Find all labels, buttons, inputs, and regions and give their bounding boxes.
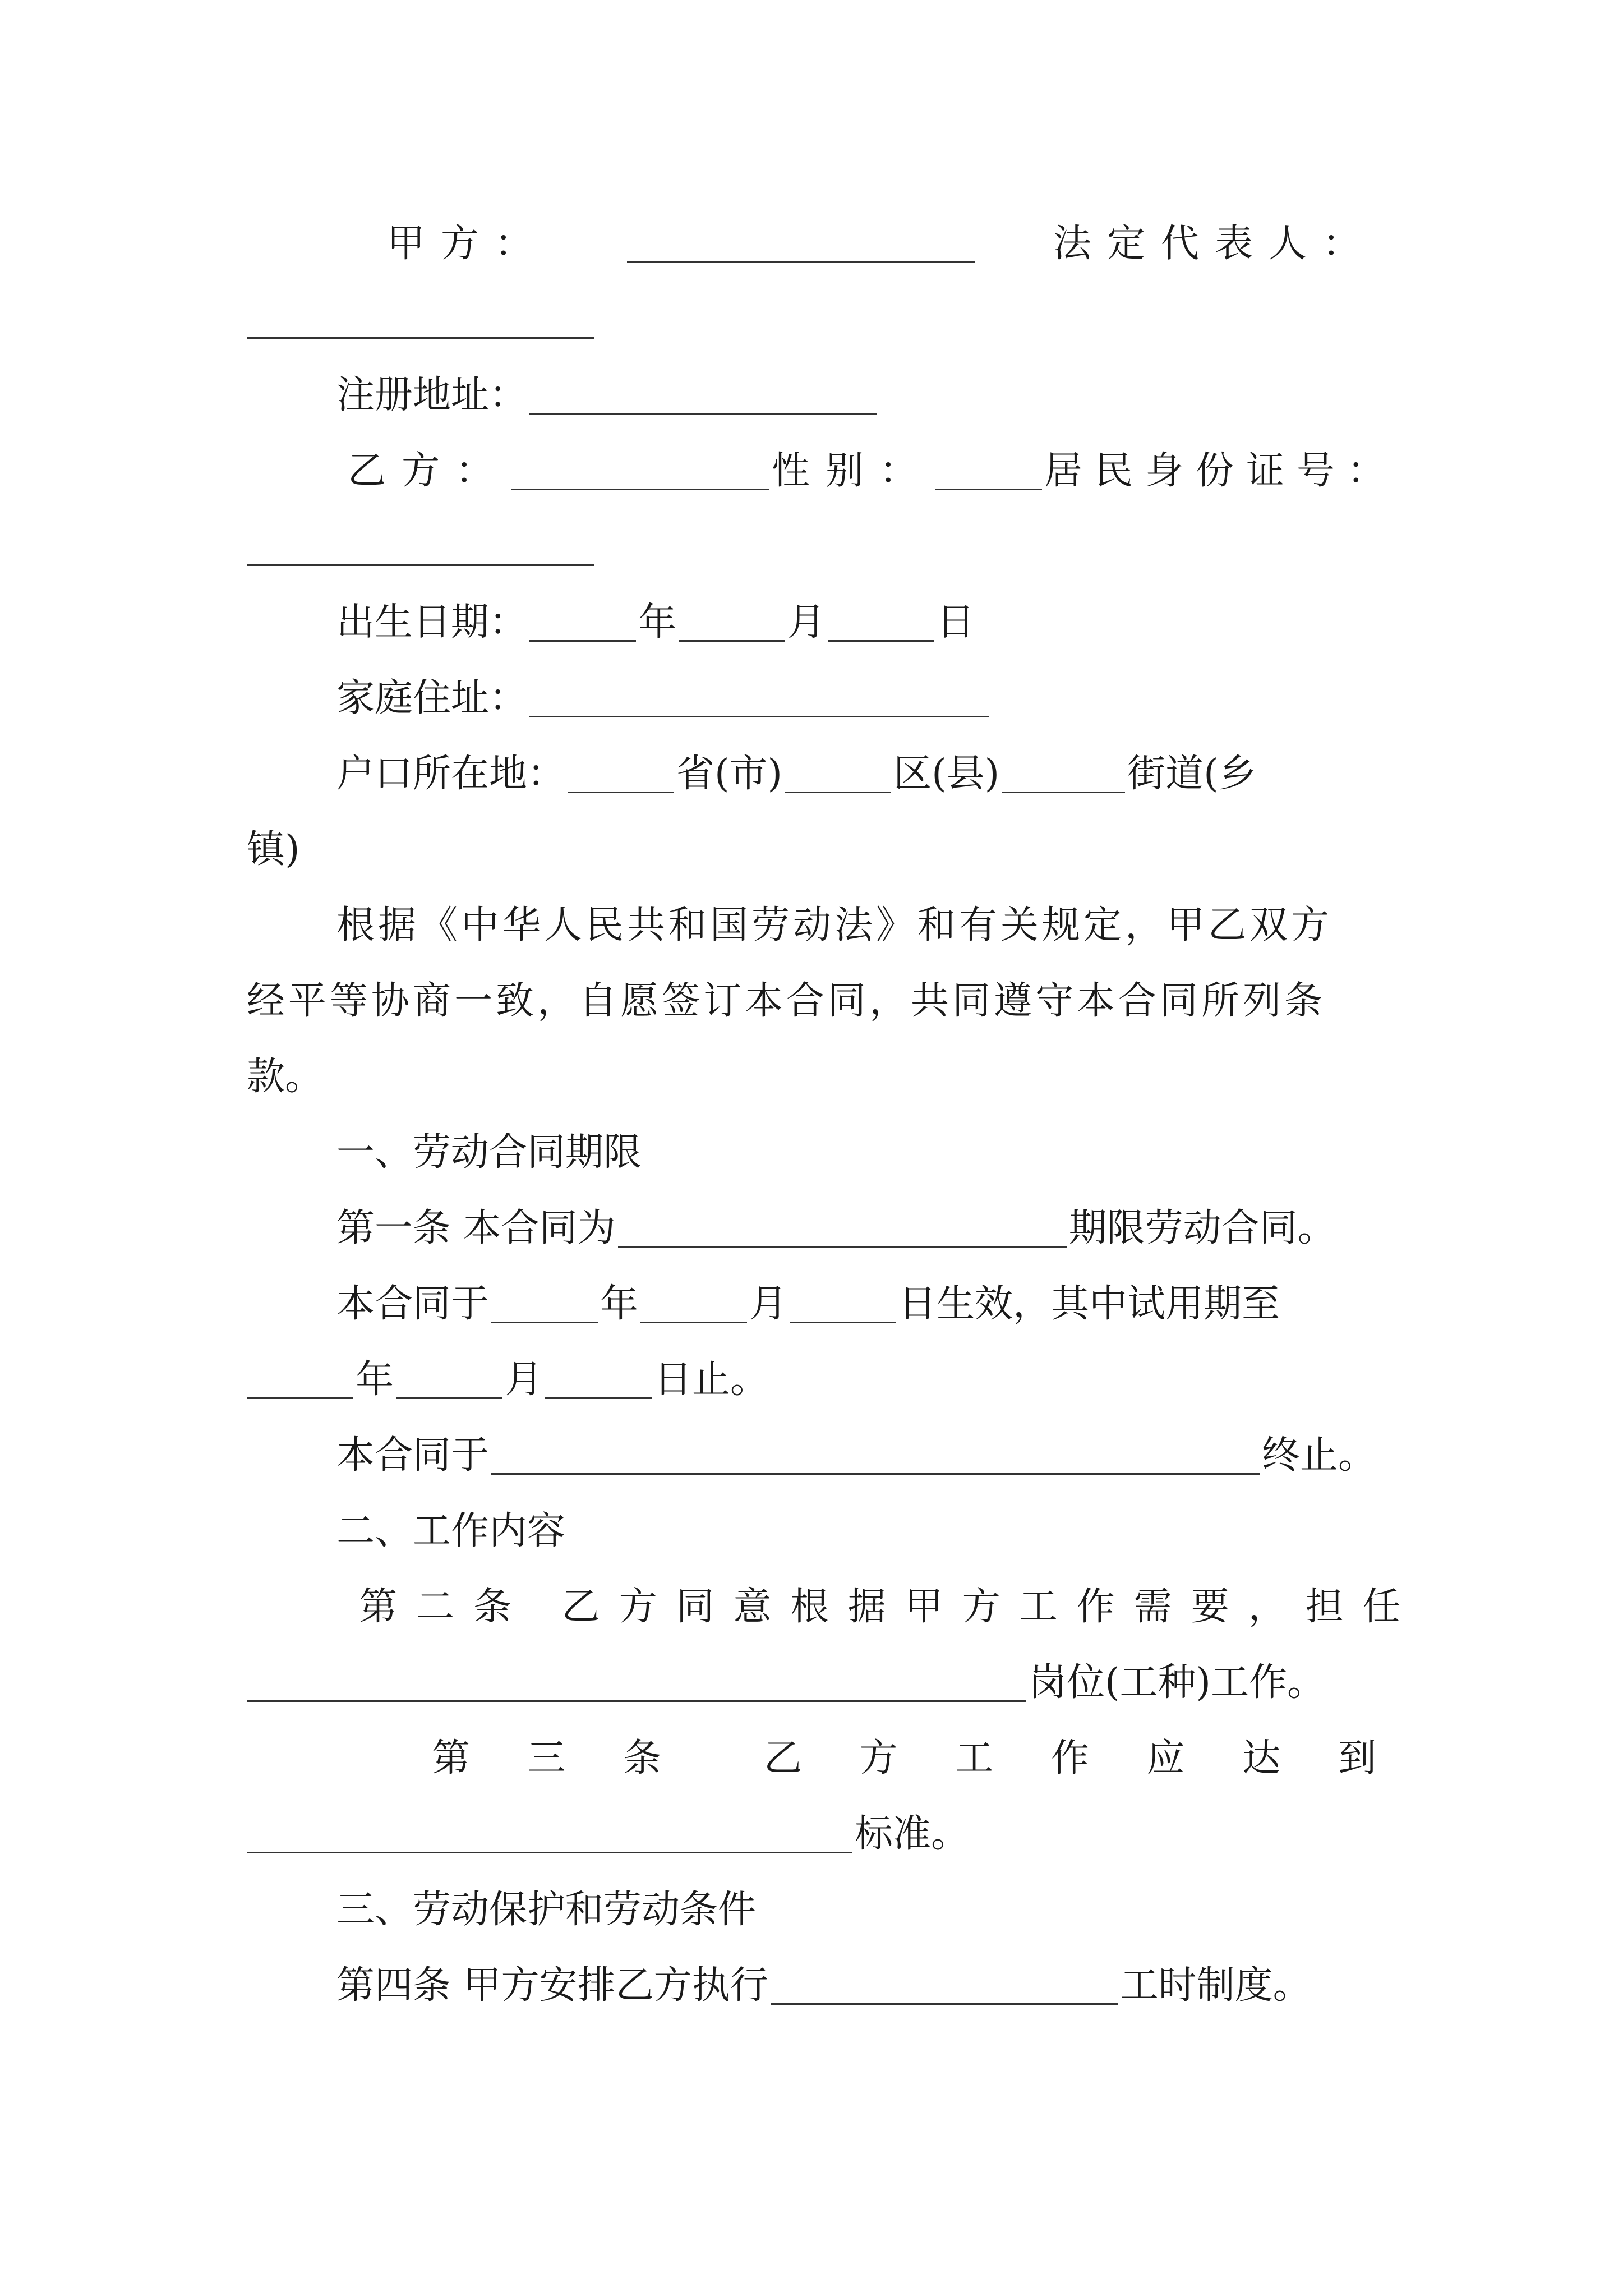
hukou-district-blank[interactable] [785,753,891,793]
article-3-standard-line [247,1806,1376,1862]
party-a-name-blank[interactable] [627,223,975,263]
registered-address-blank[interactable] [529,375,877,415]
preamble-line-3 [247,1049,1376,1105]
section-3-title [336,1882,1376,1938]
effective-month-unit: 月 [749,1282,788,1326]
article-3-word: 到 [1338,1736,1376,1780]
probation-month-blank[interactable] [396,1359,502,1399]
article-3-word: 作 [1050,1736,1089,1780]
birth-year-blank[interactable] [529,602,636,642]
gender-label: 性别： [772,449,934,493]
contract-end-prefix: 本合同于 [336,1433,490,1478]
party-b-label: 乙方： [348,449,510,493]
article-2-line [359,1579,1420,1635]
article-1-suffix: 期限劳动合同。 [1068,1206,1336,1250]
article-1-prefix: 第一条 本合同为 [336,1206,616,1250]
article-3-suffix: 标准。 [855,1812,970,1856]
section-1-title-text: 一、劳动合同期限 [336,1130,642,1175]
effective-month-blank[interactable] [640,1283,747,1323]
home-address-label: 家庭住址： [336,676,528,720]
article-3-word: 第 [432,1736,471,1780]
probation-end-text: 日止。 [654,1358,769,1402]
party-b-name-blank[interactable] [511,450,769,490]
article-4-prefix: 第四条 甲方安排乙方执行 [336,1963,768,2008]
birth-month-blank[interactable] [679,602,785,642]
contract-end-blank[interactable] [491,1435,1260,1475]
probation-month-unit: 月 [505,1358,543,1402]
party-a-label: 甲方： [387,222,549,266]
article-3-word: 达 [1242,1736,1281,1780]
legal-rep-line [247,292,1376,348]
section-3-title-text: 三、劳动保护和劳动条件 [336,1888,757,1932]
gender-blank[interactable] [935,450,1042,490]
id-number-label: 居民身份证号： [1044,449,1398,493]
hukou-street-unit: 街道(乡 [1127,752,1257,796]
preamble-text-3: 款。 [247,1055,324,1099]
birth-day-blank[interactable] [828,602,934,642]
contract-end-line [336,1428,1399,1484]
registered-address-label: 注册地址： [336,373,528,417]
party-a-line [387,216,1376,272]
article-3-word: 方 [859,1736,898,1780]
hukou-label: 户口所在地： [336,752,566,796]
work-hours-blank[interactable] [771,1965,1118,2005]
section-1-title [336,1125,1376,1181]
probation-year-unit: 年 [356,1358,394,1402]
article-2-position-line [247,1655,1399,1711]
effective-prefix: 本合同于 [336,1282,490,1326]
legal-rep-blank[interactable] [247,299,594,339]
hukou-town-unit: 镇) [247,827,300,872]
preamble-text-2: 经平等协商一致，自愿签订本合同，共同遵守本合同所列条 [247,979,1326,1023]
id-number-line [247,519,1376,575]
hukou-province-unit: 省(市) [676,752,783,796]
preamble-line-2 [247,973,1376,1029]
article-2-suffix: 岗位(工种)工作。 [1029,1660,1326,1705]
probation-year-blank[interactable] [247,1359,353,1399]
preamble-text-1: 根据《中华人民共和国劳动法》和有关规定，甲乙双方 [336,903,1333,947]
article-3-word: 应 [1146,1736,1185,1780]
hukou-line-2 [247,822,1376,878]
registered-address-line [336,367,1376,424]
section-2-title-text: 二、工作内容 [336,1509,566,1553]
effective-year-blank[interactable] [491,1283,598,1323]
article-3-line [432,1731,1376,1787]
party-b-line [348,443,1398,499]
birth-month-unit: 月 [787,600,826,645]
article-3-word: 乙 [763,1736,802,1780]
contract-term-blank[interactable] [618,1208,1067,1248]
effective-year-unit: 年 [600,1282,639,1326]
home-address-line [336,670,1376,726]
birth-year-unit: 年 [638,600,677,645]
section-2-title [336,1503,1376,1559]
hukou-province-blank[interactable] [568,753,674,793]
hukou-street-blank[interactable] [1002,753,1125,793]
work-standard-blank[interactable] [247,1814,852,1853]
article-2-text: 第二条 乙方同意根据甲方工作需要，担任 [359,1585,1420,1629]
effective-date-line [336,1276,1376,1332]
probation-day-blank[interactable] [545,1359,652,1399]
article-4-line [336,1958,1399,2014]
hukou-district-unit: 区(县) [893,752,1000,796]
hukou-line [336,746,1399,802]
effective-day-blank[interactable] [790,1283,896,1323]
birth-date-label: 出生日期： [336,600,528,645]
home-address-blank[interactable] [529,678,989,717]
article-1-line [336,1200,1399,1257]
article-4-suffix: 工时制度。 [1120,1963,1311,2008]
birth-day-unit: 日 [937,600,975,645]
article-3-word: 工 [955,1736,994,1780]
position-blank[interactable] [247,1662,1026,1702]
id-number-blank[interactable] [247,526,594,566]
birth-date-line [336,595,1376,651]
legal-rep-label: 法定代表人： [1053,222,1376,266]
effective-mid: 日生效，其中试用期至 [898,1282,1280,1326]
contract-end-suffix: 终止。 [1262,1433,1377,1478]
preamble-line-1 [336,898,1376,954]
article-3-word: 条 [623,1736,662,1780]
probation-end-line [247,1352,1376,1408]
article-3-word: 三 [527,1736,566,1780]
